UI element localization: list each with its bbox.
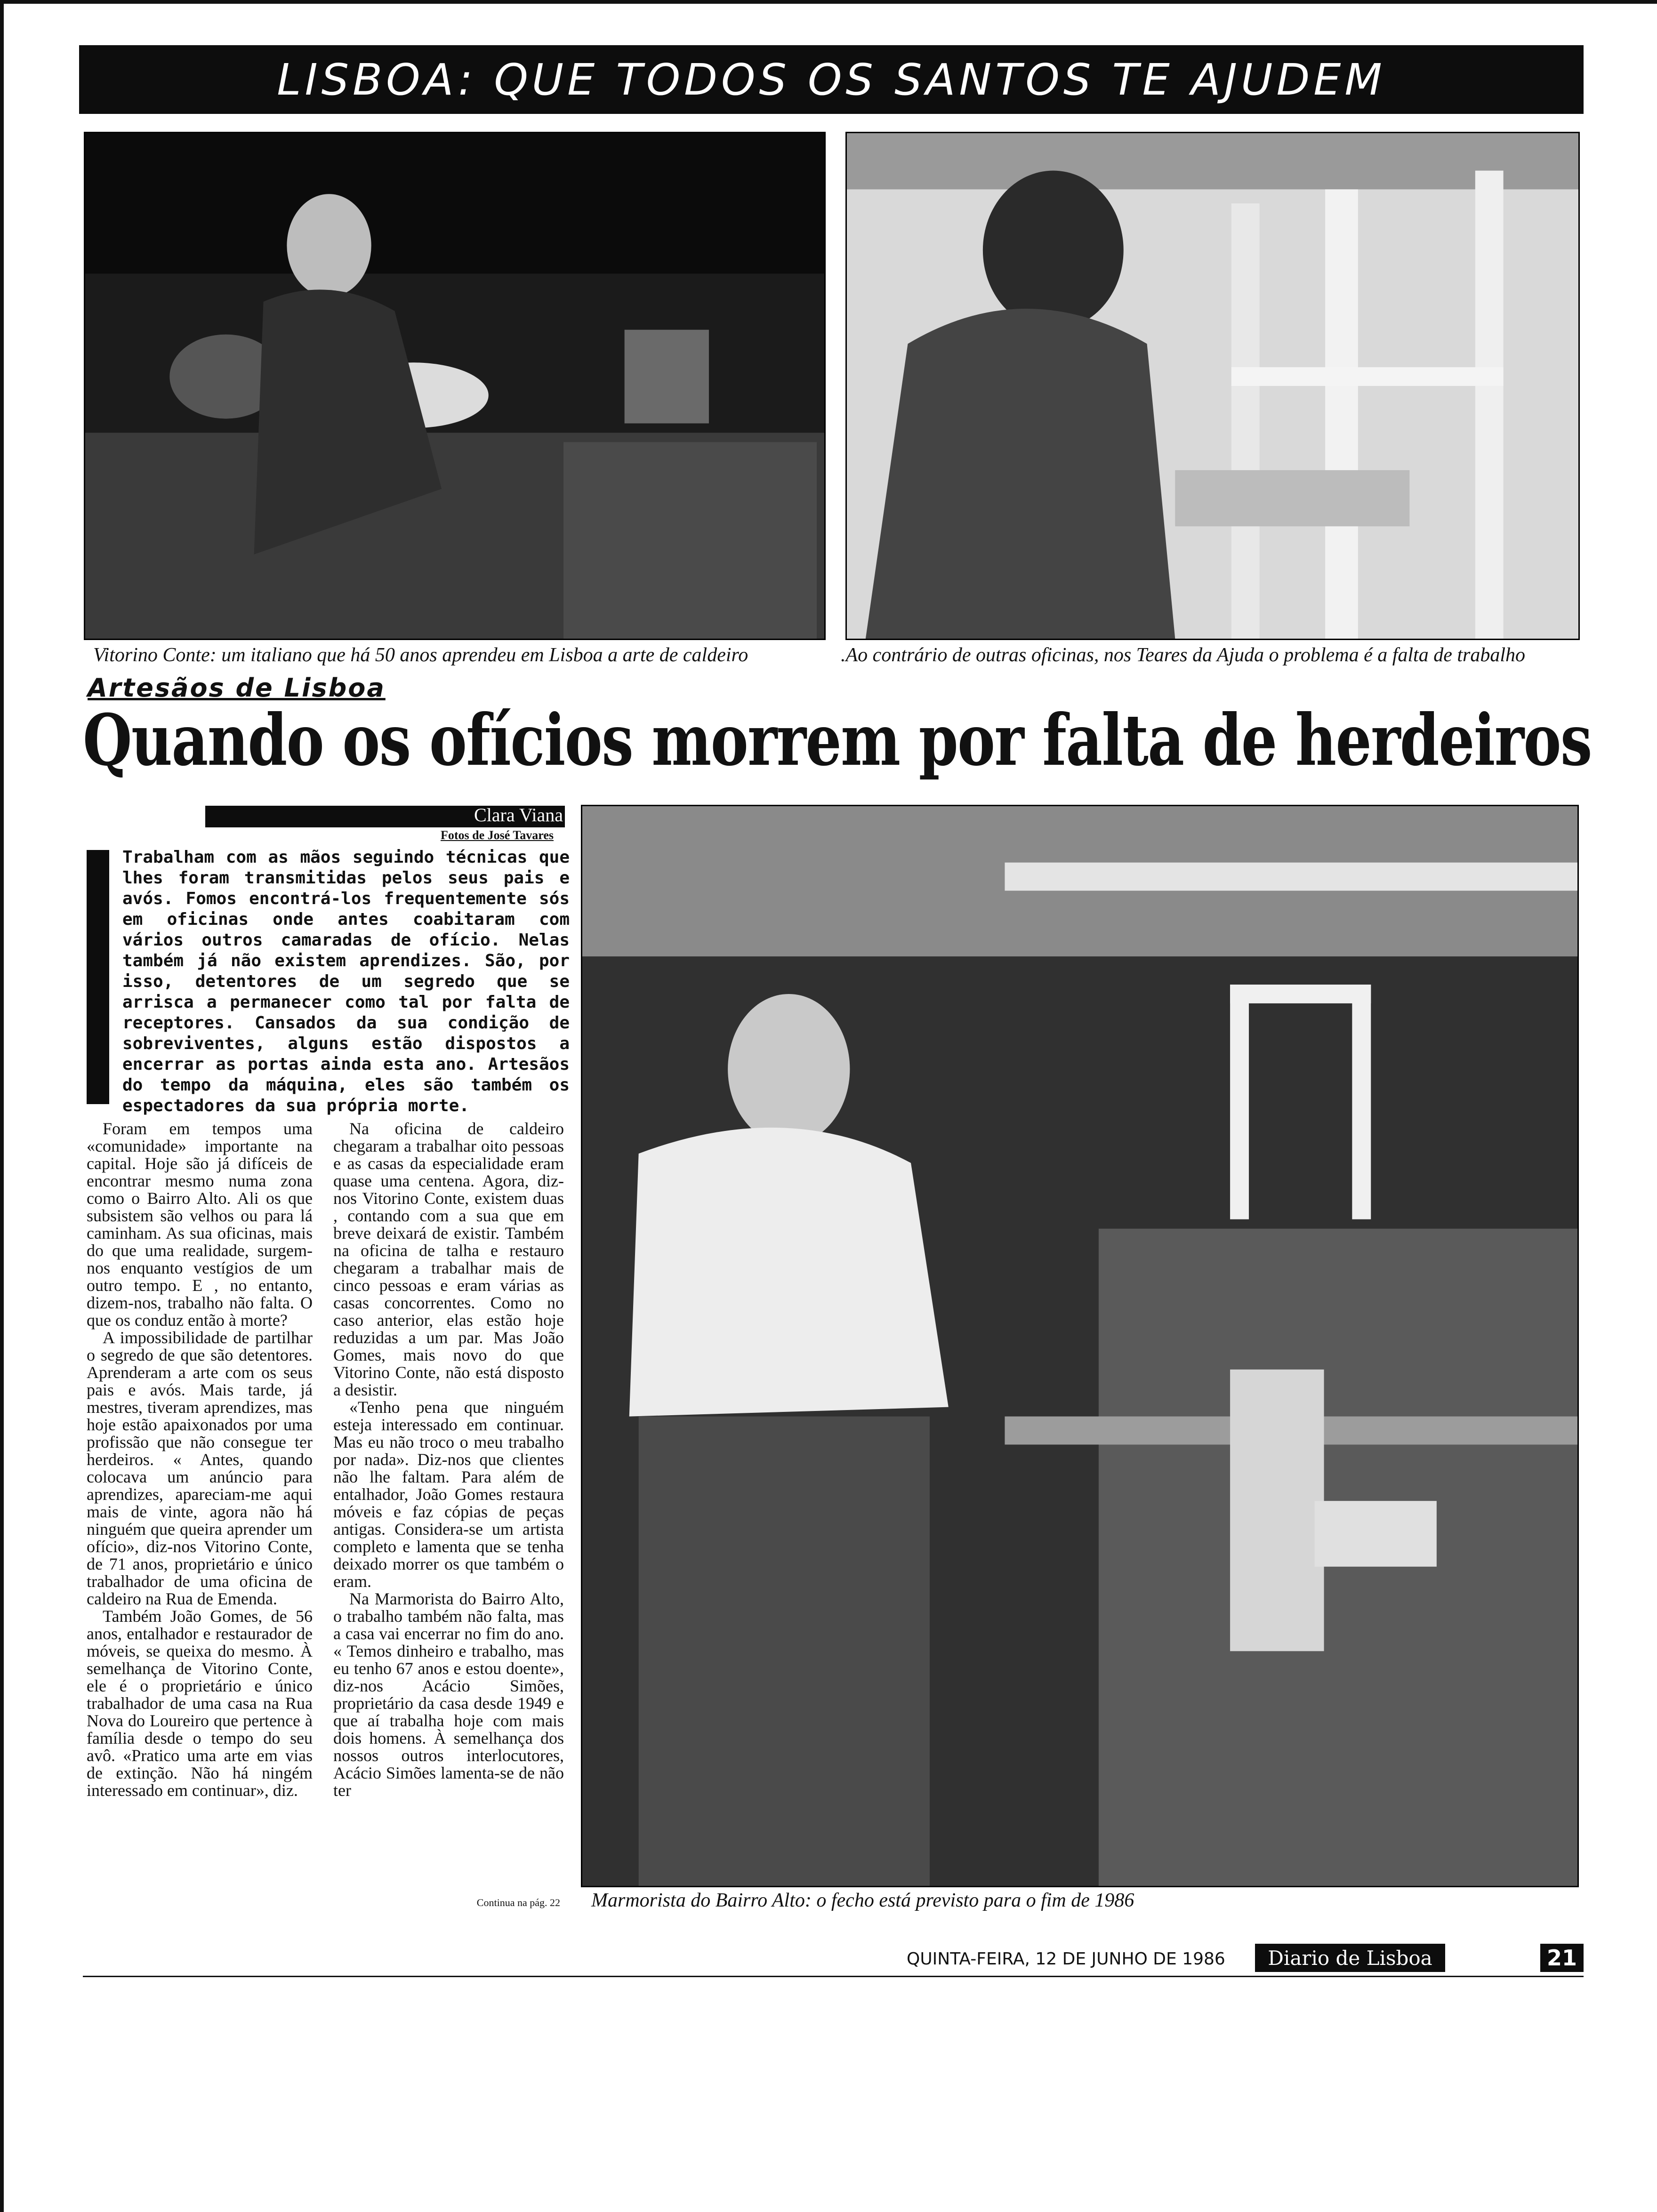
- paragraph: Foram em tempos uma «comunidade» importante na capital. Hoje são já difíceis de encontrar mesmo numa zona como o Bairro Alto. Ali os que subsistem são velhos ou para lá caminham. As sua oficinas, mais do que uma realidade, surgem-nos enquanto vestígios de um outro tempo. E , no entanto, dizem-nos, trabalho não falta. O que os conduz então à morte?: [87, 1119, 313, 1330]
- article-lead: Trabalham com as mãos seguindo técnicas que lhes foram transmitidas pelos seus pais e avós. Fomos encontrá-los frequentemente sós em oficinas onde antes coabitaram com vários outros camaradas de ofício. Nelas também já não existem aprendizes. São, por isso, detentores de um segredo que se arrisca a permanecer como tal por falta de receptores. Cansados da sua condição de sobreviventes, alguns estão dispostos a encerrar as portas ainda esta ano. Artesãos do tempo da máquina, eles são também os espectadores da sua própria morte.: [122, 848, 570, 1115]
- photo-credit: Fotos de José Tavares: [440, 828, 554, 842]
- continued-note: Continua na pág. 22: [476, 1897, 560, 1908]
- lead-accent-bar: [87, 850, 109, 1104]
- section-banner-title: LISBOA: QUE TODOS OS SANTOS TE AJUDEM: [277, 54, 1386, 105]
- photo-coppersmith: [84, 132, 826, 640]
- footer-date: QUINTA-FEIRA, 12 DE JUNHO DE 1986: [907, 1949, 1225, 1969]
- page-number: 21: [1546, 1945, 1577, 1971]
- paragraph: Na oficina de caldeiro chegaram a trabalhar oito pessoas e as casas da especialidade eram quase uma centena. Agora, diz-nos Vitorino Conte, existem duas , contando com a sua que em breve deixará de existir. Também na oficina de talha e restauro chegaram a trabalhar mais de cinco pessoas e eram várias as casas concorrentes. Como no caso anterior, elas estão hoje reduzidas a um par. Mas João Gomes, mais novo do que Vitorino Conte, não está disposto a desistir.: [333, 1119, 564, 1399]
- footer-rule: [83, 1976, 1584, 1977]
- page-edge-rule: [0, 0, 4, 2212]
- article-column-1: [87, 1120, 313, 1799]
- paragraph: Na Marmorista do Bairro Alto, o trabalho também não falta, mas a casa vai encerrar no fim do ano. « Temos dinheiro e trabalho, mas eu tenho 67 anos e estou doente», diz-nos Acácio Simões, proprietário da casa desde 1949 e que aí trabalha hoje com mais dois homens. À semelhança dos nossos outros interlocutores, Acácio Simões lamenta-se de não ter: [333, 1589, 564, 1800]
- page-top-rule: [0, 0, 1657, 4]
- newspaper-masthead-box: [1255, 1944, 1445, 1972]
- photo-caption: Marmorista do Bairro Alto: o fecho está previsto para o fim de 1986: [591, 1890, 1134, 1911]
- photo-marble-workshop: [581, 805, 1579, 1887]
- byline: Clara Viana: [474, 804, 563, 825]
- photo-caption: .Ao contrário de outras oficinas, nos Teares da Ajuda o problema é a falta de trabalho: [841, 644, 1526, 666]
- article-column-2: [333, 1120, 564, 1799]
- paragraph: Também João Gomes, de 56 anos, entalhador e restaurador de móveis, se queixa do mesmo. À semelhança de Vitorino Conte, ele é o proprietário e único trabalhador de uma casa na Rua Nova do Loureiro que pertence à família desde o tempo do seu avô. «Pratico uma arte em vias de extinção. Não há ningém interessado em continuar», diz.: [87, 1607, 313, 1800]
- photo-caption: Vitorino Conte: um italiano que há 50 anos aprendeu em Lisboa a arte de caldeiro: [93, 644, 748, 666]
- page-number-box: [1540, 1944, 1584, 1972]
- photo-loom-weaver: [845, 132, 1580, 640]
- paragraph: «Tenho pena que ninguém esteja interessado em continuar. Mas eu não troco o meu trabalho por nada». Diz-nos que clientes não lhe faltam. Para além de entalhador, João Gomes restaura móveis e faz cópias de peças antigas. Considera-se um artista completo e lamenta que se tenha deixado morrer os que também o eram.: [333, 1398, 564, 1591]
- paragraph: A impossibilidade de partilhar o segredo de que são detentores. Aprenderam a arte com os seus pais e avós. Mais tarde, já mestres, tiveram aprendizes, mas hoje estão apaixonados por uma profissão que não consegue ter herdeiros. « Antes, quando colocava um anúncio para aprendizes, apareciam-me aqui mais de vinte, agora não há ninguém que queira aprender um ofício», diz-nos Vitorino Conte, de 71 anos, proprietário e único trabalhador de uma oficina de caldeiro na Rua de Emenda.: [87, 1328, 313, 1608]
- newspaper-name: Diario de Lisboa: [1268, 1946, 1432, 1970]
- article-kicker: Artesãos de Lisboa: [88, 673, 386, 703]
- section-banner: [79, 45, 1584, 114]
- article-headline: Quando os ofícios morrem por falta de herdeiros: [83, 699, 1592, 782]
